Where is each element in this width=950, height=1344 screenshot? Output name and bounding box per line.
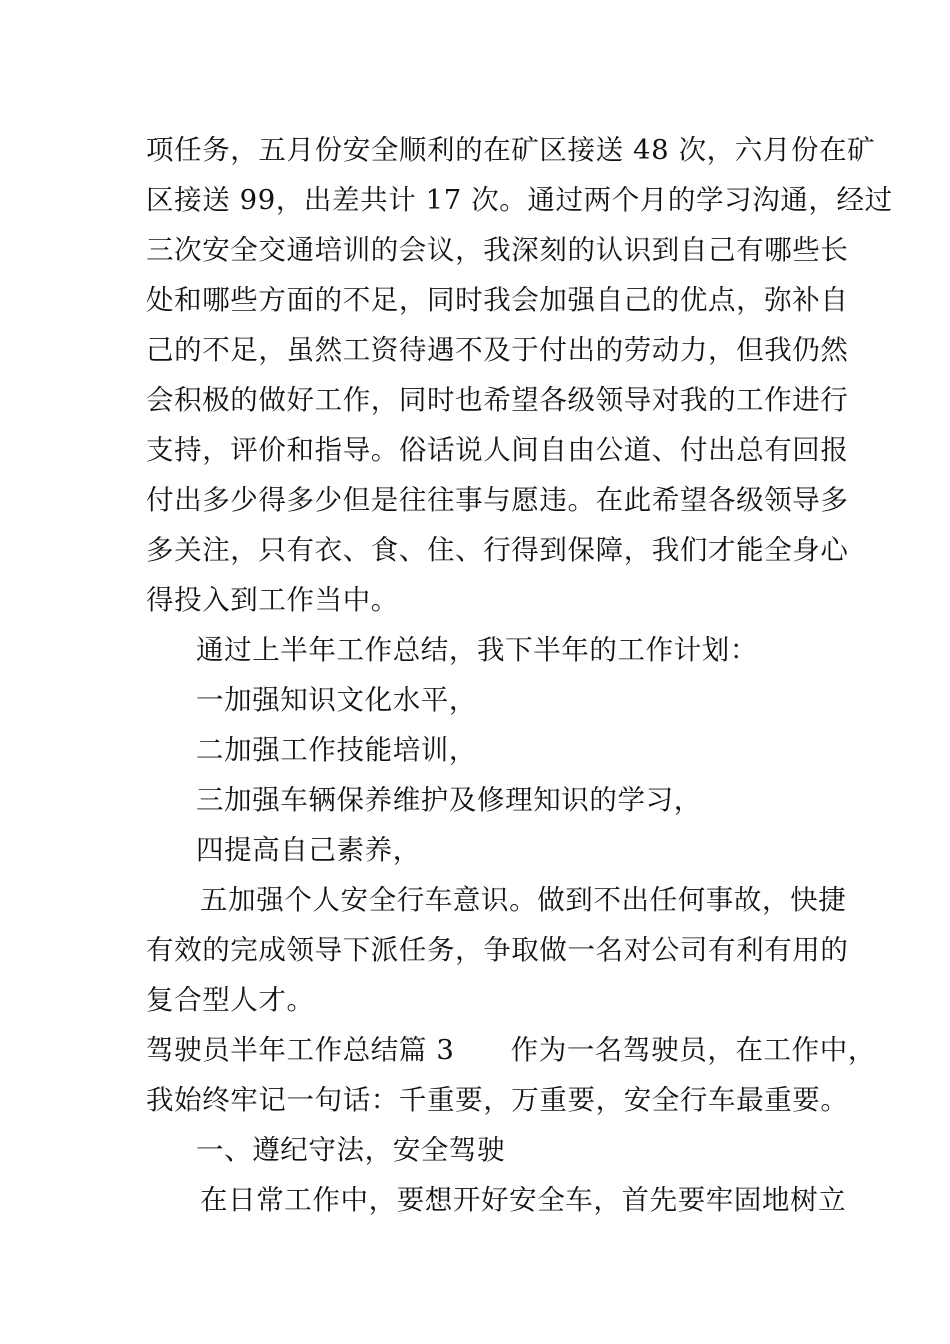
paragraph-line: 多关注，只有衣、食、住、行得到保障，我们才能全身心 <box>146 534 849 566</box>
paragraph-line: 项任务，五月份安全顺利的在矿区接送 48 次，六月份在矿 <box>146 134 876 166</box>
paragraph-line: 己的不足，虽然工资待遇不及于付出的劳动力，但我仍然 <box>146 334 849 366</box>
paragraph-line: 区接送 99，出差共计 17 次。通过两个月的学习沟通，经过 <box>146 184 893 216</box>
paragraph-line: 有效的完成领导下派任务，争取做一名对公司有利有用的 <box>146 934 849 966</box>
plan-item: 五加强个人安全行车意识。做到不出任何事故，快捷 <box>200 884 847 916</box>
paragraph-line: 三次安全交通培训的会议，我深刻的认识到自己有哪些长 <box>146 234 849 266</box>
paragraph-line: 处和哪些方面的不足，同时我会加强自己的优点，弥补自 <box>146 284 849 316</box>
plan-item: 三加强车辆保养维护及修理知识的学习， <box>196 784 702 816</box>
paragraph-line: 复合型人才。 <box>146 984 315 1016</box>
section-title-line: 驾驶员半年工作总结篇 3 作为一名驾驶员，在工作中， <box>146 1034 876 1066</box>
subsection-heading: 一、遵纪守法，安全驾驶 <box>196 1134 506 1166</box>
paragraph-line: 得投入到工作当中。 <box>146 584 399 616</box>
plan-item: 一加强知识文化水平， <box>196 684 477 716</box>
paragraph-line: 在日常工作中，要想开好安全车，首先要牢固地树立 <box>200 1184 847 1216</box>
plan-item: 二加强工作技能培训， <box>196 734 477 766</box>
plan-intro-line: 通过上半年工作总结，我下半年的工作计划： <box>196 634 758 666</box>
paragraph-line: 支持，评价和指导。俗话说人间自由公道、付出总有回报 <box>146 434 849 466</box>
paragraph-line: 会积极的做好工作，同时也希望各级领导对我的工作进行 <box>146 384 849 416</box>
paragraph-line: 我始终牢记一句话：千重要，万重要，安全行车最重要。 <box>146 1084 849 1116</box>
paragraph-line: 付出多少得多少但是往往事与愿违。在此希望各级领导多 <box>146 484 849 516</box>
plan-item: 四提高自己素养， <box>196 834 421 866</box>
